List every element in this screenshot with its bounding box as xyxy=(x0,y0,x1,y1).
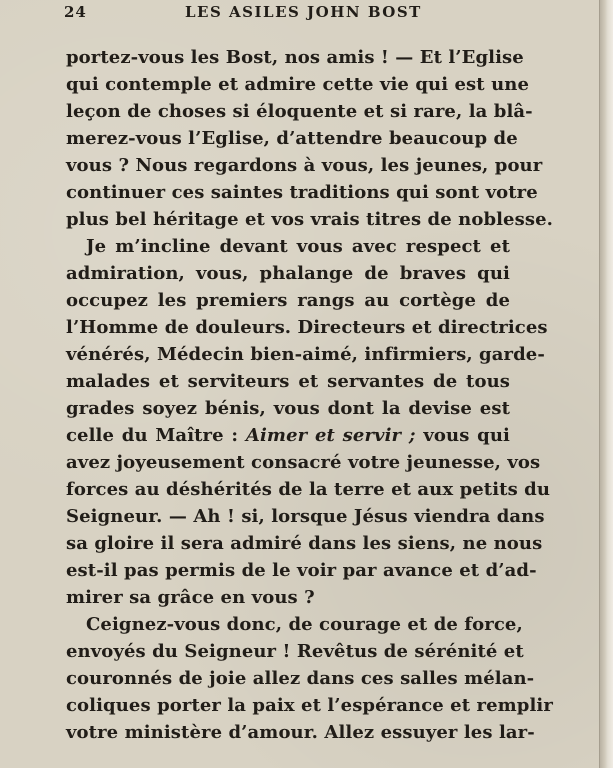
text-line: plus bel héritage et vos vrais titres de noblesse. xyxy=(66,209,554,230)
text-line: Ceignez-vous donc, de courage et de force, xyxy=(86,614,523,635)
line-text-before: celle du Maître : xyxy=(66,425,246,446)
line-text-after: vous qui xyxy=(415,425,510,446)
text-line: malades et serviteurs et servantes de tous xyxy=(66,371,510,392)
text-line: est-il pas permis de le voir par avance et d’ad- xyxy=(66,560,537,581)
text-line: admiration, vous, phalange de braves qui xyxy=(66,263,510,284)
text-line: votre ministère d’amour. Allez essuyer les lar- xyxy=(66,722,535,743)
running-head-title: LES ASILES JOHN BOST xyxy=(185,3,422,21)
text-line: Je m’incline devant vous avec respect et xyxy=(86,236,510,257)
text-line: Seigneur. — Ah ! si, lorsque Jésus viendra dans xyxy=(66,506,545,527)
text-line: qui contemple et admire cette vie qui est une xyxy=(66,74,529,95)
text-line: grades soyez bénis, vous dont la devise est xyxy=(66,398,510,419)
text-line: occupez les premiers rangs au cortège de xyxy=(66,290,510,311)
text-line: avez joyeusement consacré votre jeunesse, vos xyxy=(66,452,541,473)
text-line: coliques porter la paix et l’espérance et remplir xyxy=(66,695,553,716)
text-line: vous ? Nous regardons à vous, les jeunes, pour xyxy=(66,155,543,176)
text-line: portez-vous les Bost, nos amis ! — Et l’Eglise xyxy=(66,47,524,68)
running-head xyxy=(64,3,514,25)
text-line: continuer ces saintes traditions qui sont votre xyxy=(66,182,538,203)
text-line: merez-vous l’Eglise, d’attendre beaucoup de xyxy=(66,128,518,149)
motto-italic: Aimer et servir ; xyxy=(245,425,416,446)
text-line: couronnés de joie allez dans ces salles mélan- xyxy=(66,668,535,689)
text-line: l’Homme de douleurs. Directeurs et directrices xyxy=(66,317,548,338)
text-line: forces au déshérités de la terre et aux petits du xyxy=(66,479,551,500)
text-line: leçon de choses si éloquente et si rare, la blâ- xyxy=(66,101,533,122)
text-line: sa gloire il sera admiré dans les siens, ne nous xyxy=(66,533,543,554)
text-line: envoyés du Seigneur ! Revêtus de sérénité et xyxy=(66,641,524,662)
body-text xyxy=(66,44,554,746)
page-number: 24 xyxy=(64,3,87,21)
text-line-with-motto xyxy=(66,422,510,449)
text-line: mirer sa grâce en vous ? xyxy=(66,587,315,608)
page-edge xyxy=(599,0,613,768)
text-line: vénérés, Médecin bien-aimé, infirmiers, garde- xyxy=(66,344,545,365)
